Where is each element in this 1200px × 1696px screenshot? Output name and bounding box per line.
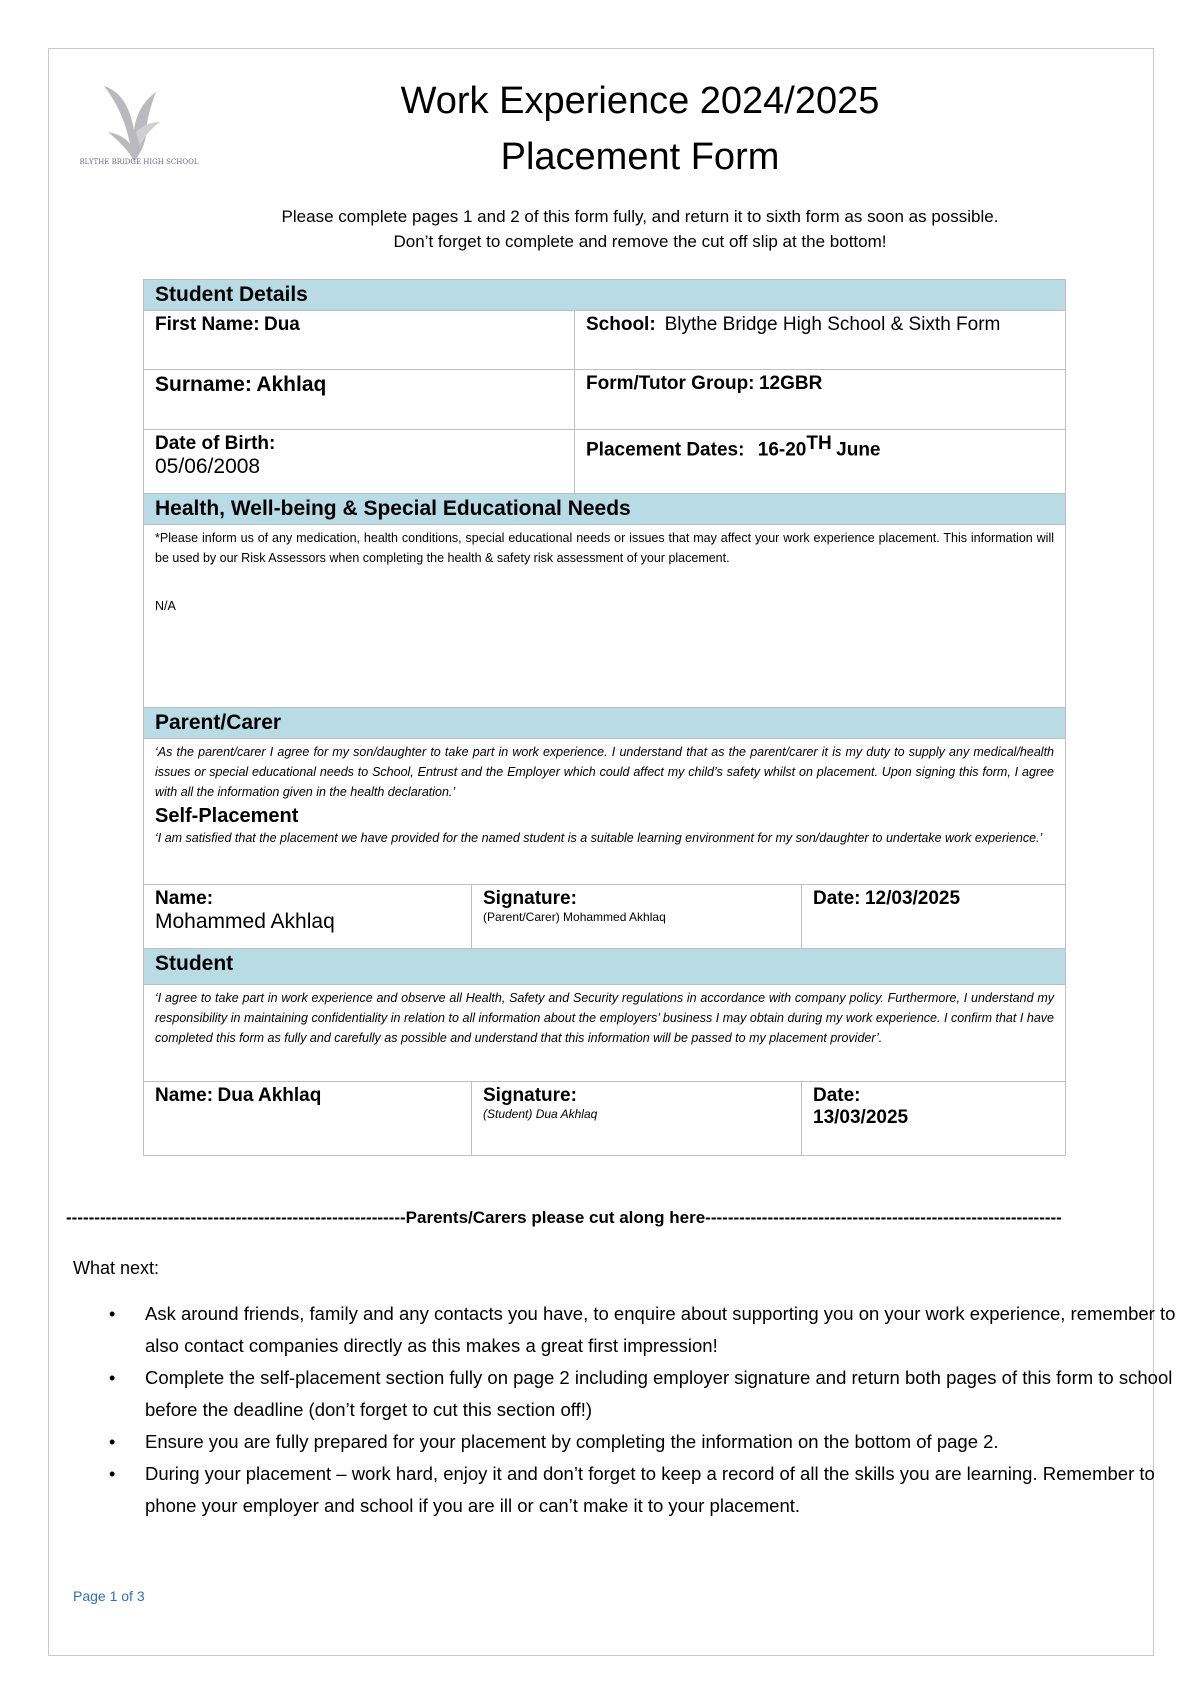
student-heading: Student: [144, 949, 1066, 985]
logo-text: BLYTHE BRIDGE HIGH SCHOOL: [79, 158, 199, 166]
school-cell[interactable]: [575, 311, 1066, 370]
what-next-list: [73, 1298, 1200, 1522]
placement-dates-suffix: June: [836, 439, 881, 461]
student-signature-value: (Student) Dua Akhlaq: [483, 1107, 598, 1121]
placement-dates-label: Placement Dates:: [586, 439, 745, 461]
list-item: [109, 1426, 1200, 1458]
list-item-text: Ensure you are fully prepared for your placement by completing the information on the bottom of page 2.: [145, 1431, 999, 1452]
parent-name-label: Name:: [155, 888, 214, 909]
student-date-cell[interactable]: [802, 1082, 1066, 1156]
parent-heading: Parent/Carer: [144, 708, 1066, 739]
bullet-icon: •: [109, 1368, 116, 1388]
school-logo: [64, 72, 214, 182]
student-declaration-cell: [144, 985, 1066, 1082]
bullet-icon: •: [109, 1464, 116, 1484]
surname-label: Surname:: [155, 373, 252, 396]
parent-date-label: Date:: [813, 888, 861, 909]
student-signature-label: Signature:: [483, 1085, 577, 1106]
page-title-line1: Work Experience 2024/2025: [400, 80, 880, 122]
bullet-icon: •: [109, 1432, 116, 1452]
student-signature-cell[interactable]: [472, 1082, 802, 1156]
health-heading: Health, Well-being & Special Educational Needs: [144, 494, 1066, 525]
student-name-label: Name:: [155, 1085, 214, 1106]
student-name-value: Dua Akhlaq: [217, 1085, 322, 1106]
parent-signature-label: Signature:: [483, 888, 577, 909]
first-name-value: Dua: [263, 314, 300, 335]
tutor-group-cell[interactable]: [575, 370, 1066, 430]
tutor-group-label: Form/Tutor Group:: [586, 373, 755, 394]
surname-cell[interactable]: [144, 370, 575, 430]
parent-signature-value: (Parent/Carer) Mohammed Akhlaq: [483, 910, 666, 924]
surname-value: Akhlaq: [256, 373, 327, 396]
page-title-line2: Placement Form: [500, 136, 780, 178]
school-value: Blythe Bridge High School & Sixth Form: [664, 314, 1001, 335]
first-name-label: First Name:: [155, 314, 260, 335]
health-note: *Please inform us of any medication, health conditions, special educational needs or issues that may affect your work experience placement. This information will be used by our Risk Assessors when completing the health & safety risk assessment of your placement.: [155, 531, 1054, 565]
health-answer: N/A: [155, 599, 176, 613]
list-item-text: Ask around friends, family and any contacts you have, to enquire about supporting you on your work experience, remember to also contact companies directly as this makes a great first impression!: [145, 1303, 1176, 1356]
self-placement-heading: Self-Placement: [155, 805, 299, 827]
list-item: [109, 1362, 1200, 1426]
list-item-text: During your placement – work hard, enjoy it and don’t forget to keep a record of all the skills you are learning. Remember to phone your employer and school if you are ill or can’t make it to your placement.: [145, 1463, 1155, 1516]
list-item: [109, 1458, 1200, 1522]
dob-cell[interactable]: [144, 430, 575, 494]
parent-declaration: ‘As the parent/carer I agree for my son/daughter to take part in work experience. I understand that as the parent/carer it is my duty to supply any medical/health issues or special educational needs to School, Entrust and the Employer which could affect my child’s safety whilst on placement. Upon signing this form, I agree with all the information given in the health declaration.’: [155, 745, 1054, 799]
tutor-group-value: 12GBR: [758, 373, 823, 394]
bullet-icon: •: [109, 1304, 116, 1324]
placement-dates-prefix: 16-20: [757, 439, 807, 461]
student-name-cell[interactable]: [144, 1082, 472, 1156]
parent-declaration-cell: [144, 739, 1066, 885]
parent-signature-cell[interactable]: [472, 885, 802, 949]
parent-name-value: Mohammed Akhlaq: [155, 910, 335, 933]
school-label: School:: [586, 314, 656, 335]
parent-date-cell[interactable]: [802, 885, 1066, 949]
placement-dates-cell[interactable]: [575, 430, 1066, 494]
dob-label: Date of Birth:: [155, 433, 276, 454]
intro-line1: Please complete pages 1 and 2 of this form fully, and return it to sixth form as soon as possible.: [281, 207, 999, 226]
page-number: Page 1 of 3: [73, 1588, 145, 1604]
parent-date-value: 12/03/2025: [864, 888, 961, 909]
dob-value: 05/06/2008: [155, 455, 261, 478]
placement-form-table: [143, 279, 1066, 1156]
what-next-heading: What next:: [73, 1258, 160, 1278]
placement-dates-sup: TH: [806, 433, 832, 454]
parent-name-cell[interactable]: [144, 885, 472, 949]
bird-logo-icon: [64, 72, 214, 182]
intro-line2: Don’t forget to complete and remove the cut off slip at the bottom!: [393, 232, 887, 251]
student-details-heading: Student Details: [144, 280, 1066, 311]
first-name-cell[interactable]: [144, 311, 575, 370]
list-item-text: Complete the self-placement section fully on page 2 including employer signature and return both pages of this form to school before the deadline (don’t forget to cut this section off!): [145, 1367, 1173, 1420]
student-date-value: 13/03/2025: [813, 1107, 909, 1128]
cut-line: ------------------------------------------------------------Parents/Carers please cut along here---------------------------------------------------------------: [66, 1208, 1062, 1227]
health-cell[interactable]: [144, 525, 1066, 708]
self-placement-text: ‘I am satisfied that the placement we have provided for the named student is a suitable learning environment for my son/daughter to undertake work experience.’: [155, 831, 1043, 845]
list-item: [109, 1298, 1200, 1362]
student-date-label: Date:: [813, 1085, 861, 1106]
student-declaration: ‘I agree to take part in work experience and observe all Health, Safety and Security regulations in accordance with company policy. Furthermore, I understand my responsibility in maintaining confidentiality in relation to all information about the employers’ business I may obtain during my work experience. I confirm that I have completed this form as fully and carefully as possible and understand that this information will be passed to my placement provider’.: [155, 991, 1054, 1045]
